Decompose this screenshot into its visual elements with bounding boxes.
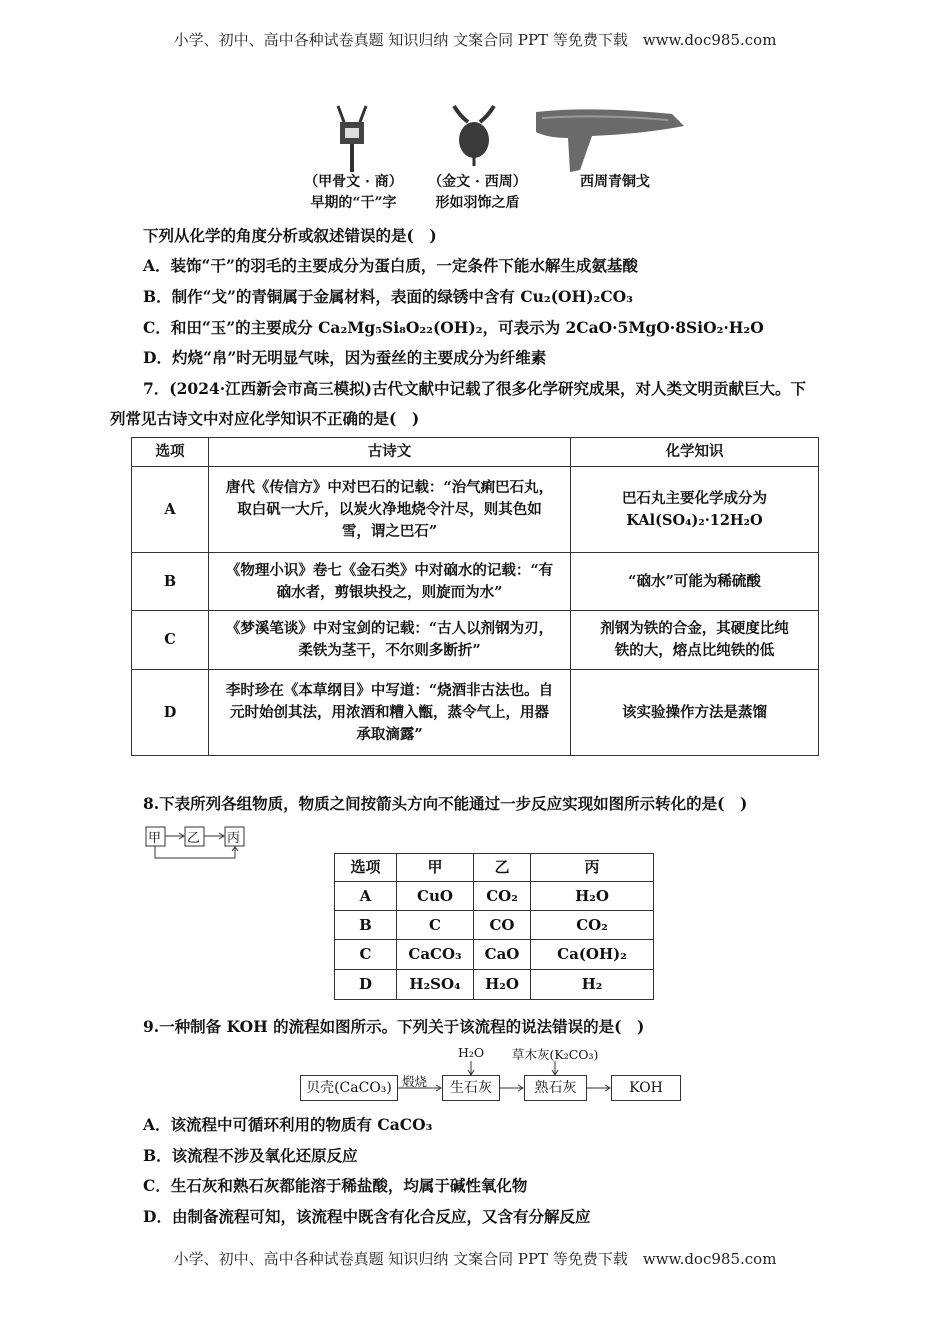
table-cell: 剂钢为铁的合金，其硬度比纯铁的大，熔点比纯铁的低 — [571, 611, 819, 670]
table-row — [335, 970, 654, 1000]
oracle-bone-character-image — [330, 104, 374, 174]
table-header-cell: 古诗文 — [209, 438, 571, 467]
table-row — [335, 882, 654, 911]
flow-box-slaked-lime: 熟石灰 — [524, 1075, 587, 1101]
flow-box-koh: KOH — [611, 1075, 681, 1101]
bronze-dagger-axe-image — [532, 104, 686, 174]
q9-option-d: D．由制备流程可知，该流程中既含有化合反应，又含有分解反应 — [143, 1207, 591, 1226]
table-cell: D — [132, 670, 209, 756]
table-cell: “硇水”可能为稀硫酸 — [571, 553, 819, 611]
q8-stem: 8.下表所列各组物质，物质之间按箭头方向不能通过一步反应实现如图所示转化的是( ) — [143, 794, 748, 813]
q8-table — [334, 853, 654, 1000]
q7-stem-line2: 列常见古诗文中对应化学知识不正确的是( ) — [110, 409, 420, 428]
table-header-cell: 丙 — [531, 854, 654, 882]
q9-option-a: A．该流程中可循环利用的物质有 CaCO₃ — [143, 1115, 433, 1134]
q6-option-c: C．和田“玉”的主要成分 Ca₂Mg₅Si₈O₂₂(OH)₂，可表示为 2CaO·5MgO·8SiO₂·H₂O — [143, 318, 764, 337]
q6-stem: 下列从化学的角度分析或叙述错误的是( ) — [143, 226, 437, 245]
table-cell: CuO — [397, 882, 474, 911]
q6-option-b: B．制作“戈”的青铜属于金属材料，表面的绿锈中含有 Cu₂(OH)₂CO₃ — [143, 287, 633, 306]
q9-stem: 9.一种制备 KOH 的流程如图所示。下列关于该流程的说法错误的是( ) — [143, 1017, 645, 1036]
bronze-inscription-shield-image — [448, 104, 500, 166]
figure-caption-1: （甲骨文 · 商） 早期的“干”字 — [304, 174, 403, 211]
diagram-node-jia: 甲 — [148, 831, 162, 846]
page-header: 小学、初中、高中各种试卷真题 知识归纳 文案合同 PPT 等免费下载 www.doc985.com — [173, 31, 777, 49]
table-cell: B — [132, 553, 209, 611]
figure-caption-2: （金文 · 西周） 形如羽饰之盾 — [428, 174, 527, 211]
flow-input-water: H₂O — [458, 1045, 485, 1060]
table-cell: 巴石丸主要化学成分为 KAl(SO₄)₂·12H₂O — [571, 467, 819, 553]
table-cell: 《物理小识》卷七《金石类》中对硇水的记载：“有硇水者，剪银块投之，则旋而为水” — [209, 553, 571, 611]
diagram-node-bing: 丙 — [227, 831, 241, 846]
q9-option-b: B．该流程不涉及氧化还原反应 — [143, 1146, 358, 1165]
q7-table — [131, 437, 819, 756]
figure-caption-3: 西周青铜戈 — [580, 174, 650, 190]
table-cell: Ca(OH)₂ — [531, 940, 654, 970]
q6-option-a: A．装饰“干”的羽毛的主要成分为蛋白质，一定条件下能水解生成氨基酸 — [143, 256, 638, 275]
table-header-cell: 选项 — [335, 854, 397, 882]
table-cell: 该实验操作方法是蒸馏 — [571, 670, 819, 756]
table-header-row — [335, 854, 654, 882]
table-cell: CaCO₃ — [397, 940, 474, 970]
table-header-cell: 化学知识 — [571, 438, 819, 467]
flow-input-plant-ash: 草木灰(K₂CO₃) — [512, 1047, 599, 1062]
page-footer: 小学、初中、高中各种试卷真题 知识归纳 文案合同 PPT 等免费下载 www.doc985.com — [173, 1250, 777, 1268]
table-cell: CO — [474, 911, 531, 940]
flow-box-shell: 贝壳(CaCO₃) — [300, 1075, 398, 1101]
table-cell: H₂O — [531, 882, 654, 911]
table-cell: C — [397, 911, 474, 940]
table-cell: A — [335, 882, 397, 911]
table-cell: H₂ — [531, 970, 654, 1000]
table-row — [132, 611, 819, 670]
q9-option-c: C．生石灰和熟石灰都能溶于稀盐酸，均属于碱性氧化物 — [143, 1176, 528, 1195]
table-cell: H₂O — [474, 970, 531, 1000]
table-header-row — [132, 438, 819, 467]
diagram-node-yi: 乙 — [187, 831, 201, 846]
table-cell: CO₂ — [474, 882, 531, 911]
table-cell: C — [335, 940, 397, 970]
table-header-cell: 甲 — [397, 854, 474, 882]
table-row — [132, 553, 819, 611]
table-cell: D — [335, 970, 397, 1000]
table-cell: 唐代《传信方》中对巴石的记载：“治气痢巴石丸，取白矾一大斤，以炭火净地烧令汁尽，则其色如雪，谓之巴石” — [209, 467, 571, 553]
table-cell: A — [132, 467, 209, 553]
table-cell: CaO — [474, 940, 531, 970]
table-cell: H₂SO₄ — [397, 970, 474, 1000]
table-cell: C — [132, 611, 209, 670]
table-cell: 李时珍在《本草纲目》中写道：“烧酒非古法也。自元时始创其法，用浓酒和糟入甑，蒸令气上，用器承取滴露” — [209, 670, 571, 756]
table-cell: CO₂ — [531, 911, 654, 940]
table-header-cell: 乙 — [474, 854, 531, 882]
flow-label-calcine: 煅烧 — [402, 1074, 428, 1089]
table-row — [132, 670, 819, 756]
q6-option-d: D．灼烧“帛”时无明显气味，因为蚕丝的主要成分为纤维素 — [143, 348, 547, 367]
q7-stem-line1: 7．(2024·江西新会市高三模拟)古代文献中记载了很多化学研究成果，对人类文明贡献巨大。下 — [143, 379, 806, 398]
q9-flow-diagram — [300, 1044, 685, 1106]
table-row — [132, 467, 819, 553]
table-row — [335, 911, 654, 940]
table-cell: B — [335, 911, 397, 940]
table-header-cell: 选项 — [132, 438, 209, 467]
q8-conversion-diagram — [145, 826, 250, 864]
flow-box-quicklime: 生石灰 — [442, 1075, 500, 1101]
table-cell: 《梦溪笔谈》中对宝剑的记载：“古人以剂钢为刃，柔铁为茎干，不尔则多断折” — [209, 611, 571, 670]
table-row — [335, 940, 654, 970]
